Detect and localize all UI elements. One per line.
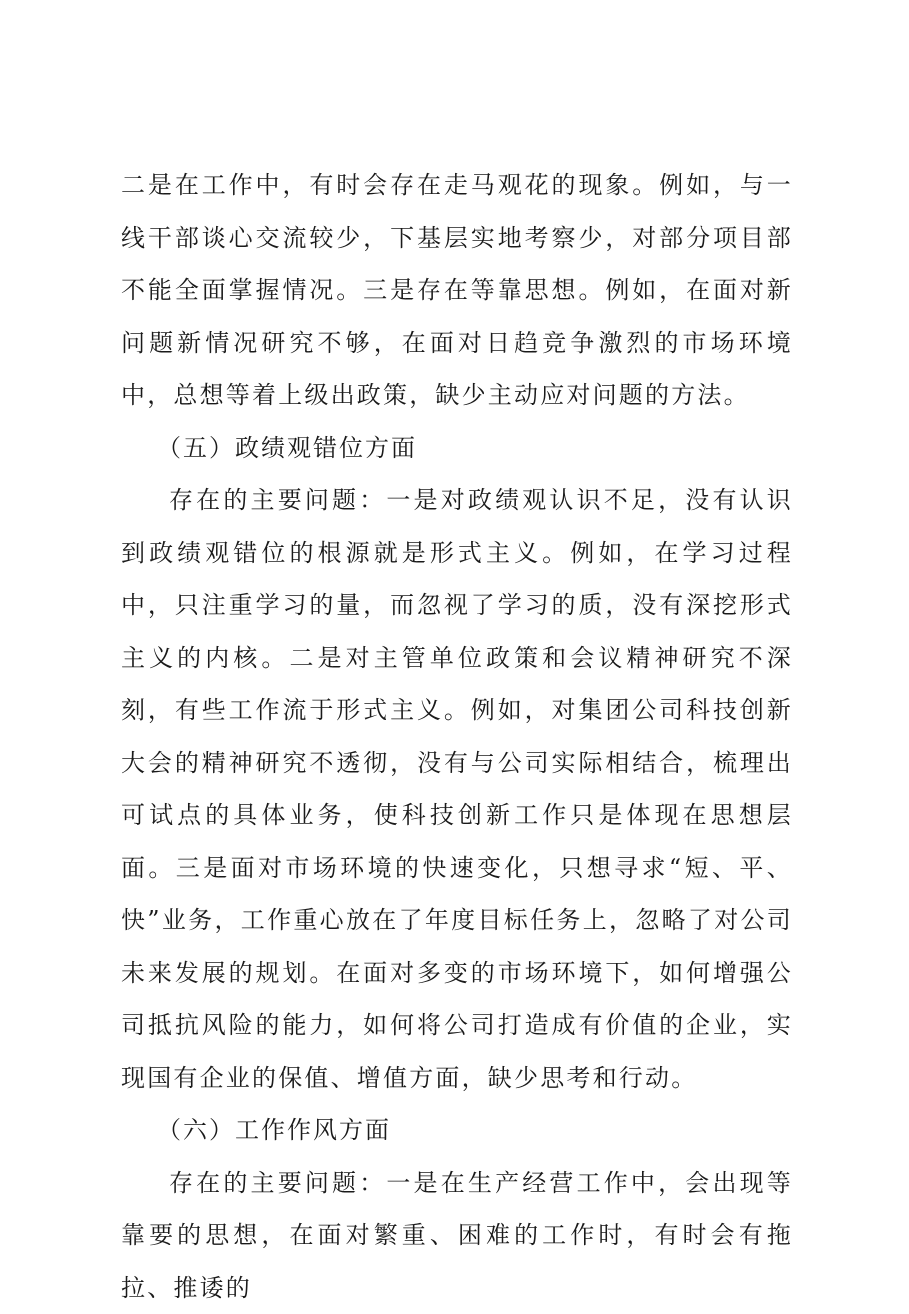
section-heading-five: （五）政绩观错位方面 (121, 422, 793, 475)
section-heading-six: （六）工作作风方面 (121, 1104, 793, 1157)
paragraph-continuation: 二是在工作中，有时会存在走马观花的现象。例如，与一线干部谈心交流较少，下基层实地考察少，对部分项目部不能全面掌握情况。三是存在等靠思想。例如，在面对新问题新情况研究不够，在面对日趋竞争激烈的市场环境中，总想等着上级出政策，缺少主动应对问题的方法。 (121, 159, 793, 422)
paragraph-political-performance: 存在的主要问题：一是对政绩观认识不足，没有认识到政绩观错位的根源就是形式主义。例如，在学习过程中，只注重学习的量，而忽视了学习的质，没有深挖形式主义的内核。二是对主管单位政策和会议精神研究不深刻，有些工作流于形式主义。例如，对集团公司科技创新大会的精神研究不透彻，没有与公司实际相结合，梳理出可试点的具体业务，使科技创新工作只是体现在思想层面。三是面对市场环境的快速变化，只想寻求“短、平、快”业务，工作重心放在了年度目标任务上，忽略了对公司未来发展的规划。在面对多变的市场环境下，如何增强公司抵抗风险的能力，如何将公司打造成有价值的企业，实现国有企业的保值、增值方面，缺少思考和行动。 (121, 474, 793, 1104)
paragraph-work-style: 存在的主要问题：一是在生产经营工作中，会出现等靠要的思想，在面对繁重、困难的工作时，有时会有拖拉、推诿的 (121, 1157, 793, 1314)
document-body (121, 159, 793, 1314)
